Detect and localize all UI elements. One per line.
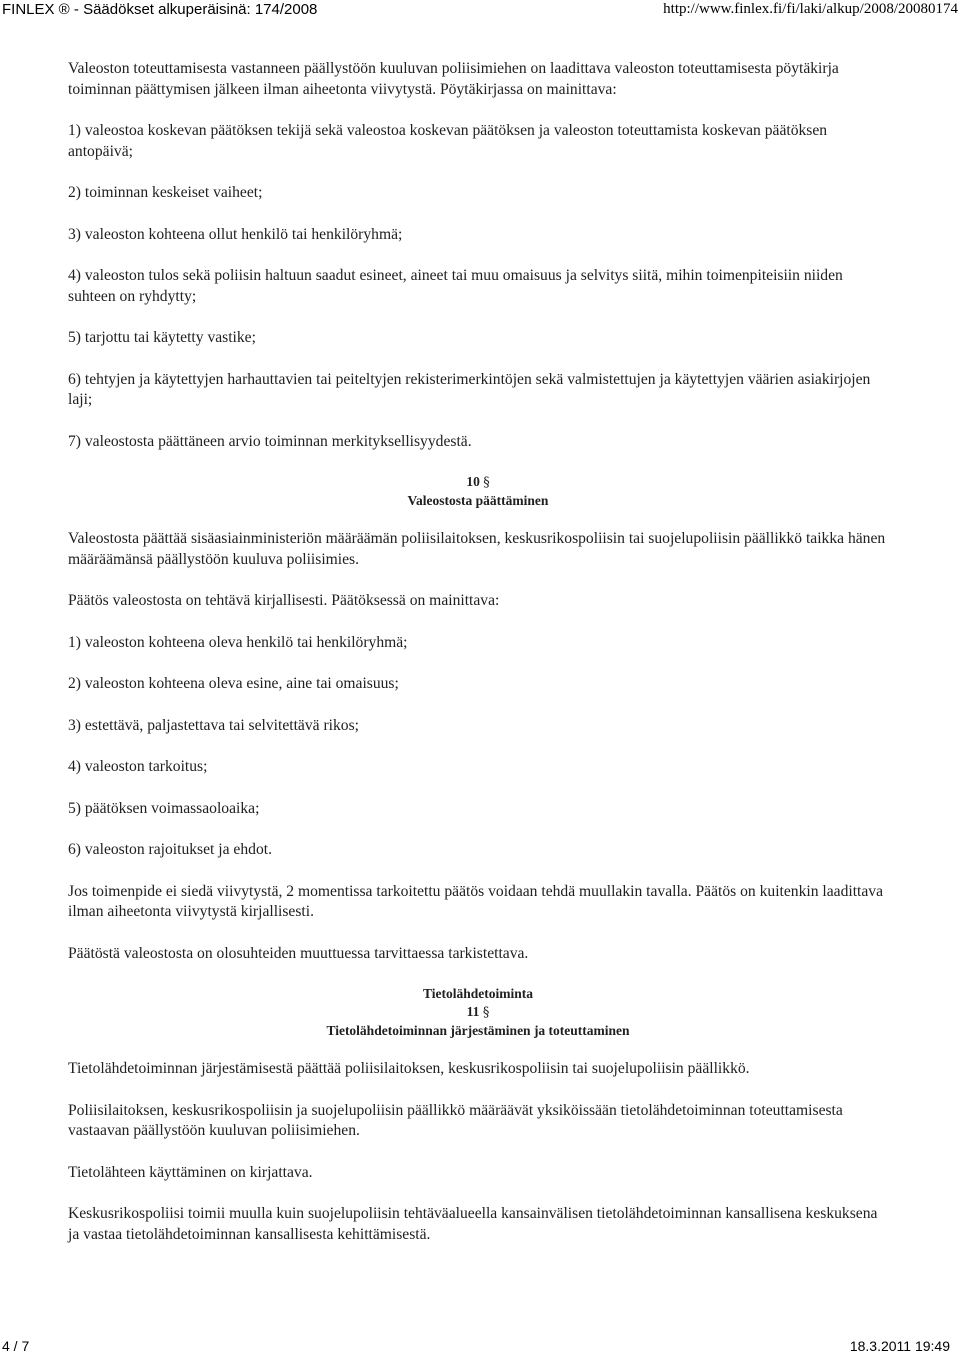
list-item: 4) valeoston tarkoitus; — [68, 758, 208, 775]
paragraph: Poliisilaitoksen, keskusrikospoliisin ja suojelupoliisin päällikkö määräävät yksiköissään tietolähdetoiminnan toteuttamisesta vastaavan päällystöön kuuluvan poliisimiehen. — [68, 1101, 843, 1139]
list-item: 4) valeoston tulos sekä poliisin haltuun saadut esineet, aineet tai muu omaisuus ja selvitys siitä, mihin toimenpiteisiin niiden suhteen on ryhdytty; — [68, 267, 843, 305]
document-body — [68, 59, 888, 1266]
list-item: 2) valeoston kohteena oleva esine, aine tai omaisuus; — [68, 675, 399, 692]
page-number: 4 / 7 — [2, 1338, 30, 1354]
section-11-heading — [68, 985, 888, 1040]
paragraph: Keskusrikospoliisi toimii muulla kuin suojelupoliisin tehtäväalueella kansainvälisen tietolähdetoiminnan kansallisena keskuksena ja vastaa tietolähdetoiminnan kansallisesta kehittämisestä. — [68, 1205, 878, 1243]
paragraph: Jos toimenpide ei siedä viivytystä, 2 momentissa tarkoitettu päätös voidaan tehdä muullakin tavalla. Päätös on kuitenkin laadittava ilman aiheetonta viivytystä kirjallisesti. — [68, 882, 884, 920]
section-number — [68, 473, 888, 492]
list-item: 1) valeostoa koskevan päätöksen tekijä sekä valeostoa koskevan päätöksen ja valeoston toteuttamista koskevan päätöksen antopäivä; — [68, 122, 828, 160]
list-item: 6) valeoston rajoitukset ja ehdot. — [68, 841, 272, 858]
paragraph: Päätöstä valeostosta on olosuhteiden muuttuessa tarvittaessa tarkistettava. — [68, 944, 529, 962]
chapter-title: Tietolähdetoiminta — [422, 986, 533, 1001]
section-title: Valeostosta päättäminen — [407, 493, 549, 508]
print-datetime: 18.3.2011 19:49 — [849, 1338, 950, 1354]
section-10-heading — [68, 473, 888, 510]
list-item: 1) valeoston kohteena oleva henkilö tai henkilöryhmä; — [68, 633, 408, 651]
header-url[interactable]: http://www.finlex.fi/fi/laki/alkup/2008/20080174 — [663, 1, 958, 17]
paragraph: Tietolähteen käyttäminen on kirjattava. — [68, 1163, 313, 1181]
section-title: Tietolähdetoiminnan järjestäminen ja toteuttaminen — [326, 1023, 630, 1038]
section-sign: § — [482, 1005, 490, 1020]
list-item: 6) tehtyjen ja käytettyjen harhauttavien tai peiteltyjen rekisterimerkintöjen sekä valmistettujen ja käytettyjen väärien asiakirjojen laji; — [68, 370, 871, 408]
list-item: 2) toiminnan keskeiset vaiheet; — [68, 184, 263, 201]
paragraph: Valeostosta päättää sisäasiainministeriön määräämän poliisilaitoksen, keskusrikospoliisin tai suojelupoliisin päällikkö taikka hänen määräämänsä päällystöön kuuluva poliisimies. — [68, 530, 886, 568]
list-item: 3) valeoston kohteena ollut henkilö tai henkilöryhmä; — [68, 225, 403, 243]
list-item: 5) päätöksen voimassaoloaika; — [68, 799, 260, 817]
list-item: 7) valeostosta päättäneen arvio toiminnan merkityksellisyydestä. — [68, 432, 472, 450]
list-item: 3) estettävä, paljastettava tai selvitettävä rikos; — [68, 716, 359, 734]
section-number-value: 11 — [466, 1004, 480, 1019]
header-title: FINLEX ® - Säädökset alkuperäisinä: 174/2008 — [2, 1, 318, 18]
section-number-value: 10 — [466, 474, 480, 489]
section-number — [68, 1003, 888, 1022]
paragraph: Päätös valeostosta on tehtävä kirjallisesti. Päätöksessä on mainittava: — [68, 592, 500, 609]
list-item: 5) tarjottu tai käytetty vastike; — [68, 329, 256, 346]
paragraph: Valeoston toteuttamisesta vastanneen päällystöön kuuluvan poliisimiehen on laadittava valeoston toteuttamisesta pöytäkirja toiminnan päättymisen jälkeen ilman aiheetonta viivytystä. Pöytäkirjassa on mainittava: — [68, 60, 839, 98]
paragraph: Tietolähdetoiminnan järjestämisestä päättää poliisilaitoksen, keskusrikospoliisin tai suojelupoliisin päällikkö. — [68, 1060, 750, 1077]
section-sign: § — [483, 475, 490, 490]
